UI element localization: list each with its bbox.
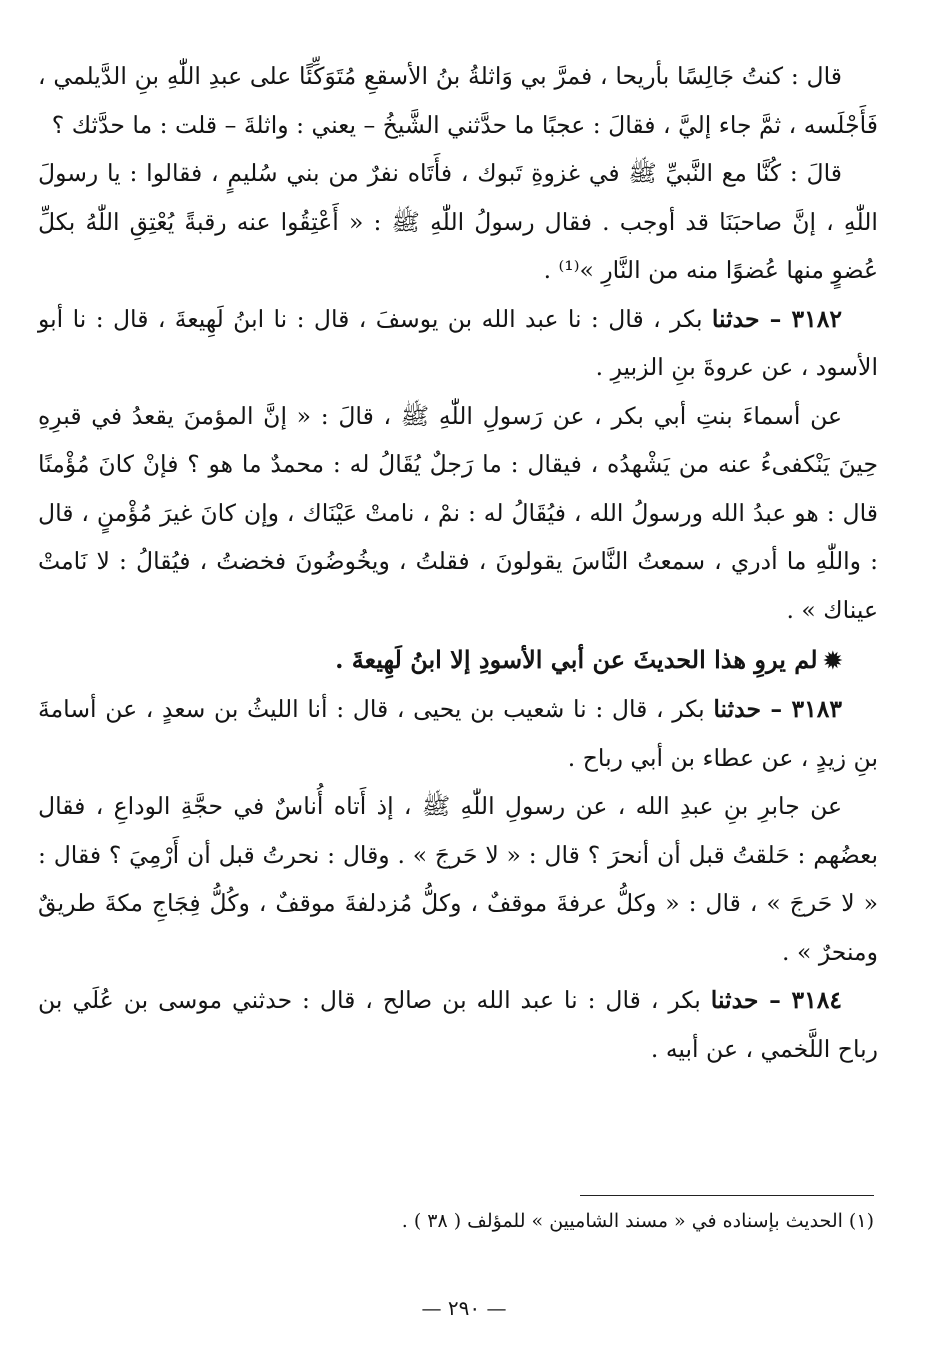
hadith-3184: ٣١٨٤ – حدثنا بكر ، قال : نا عبد الله بن صالح ، قال : حدثني موسى بن عُلَي بن رباح اللَّخمي ، عن أبيه . xyxy=(38,986,878,1063)
hadith-3183: ٣١٨٣ – حدثنا بكر ، قال : نا شعيب بن يحيى ، قال : أنا الليثُ بن سعدٍ ، عن أسامةَ بنِ زيدٍ ، عن عطاء بن أبي رباح . xyxy=(38,695,878,772)
paragraph-4-line-2: حِينَ يَنْكفىءُ عنه من يَشْهدُه ، فيقال : ما رَجلٌ يُقَالُ له : محمدٌ ما هو ؟ فإنْ كانَ xyxy=(98,450,878,478)
paragraph-4-line-4: مُؤْمنٍ ، قال : واللّٰهِ ما أدري ، سمعتُ النَّاسَ يقولونَ ، فقلتُ ، ويخُوضُونَ فخضتُ ، xyxy=(38,498,879,575)
hadith-3182-line-2: نا أبو الأسود ، عن عروةَ بنِ الزبيرِ . xyxy=(38,304,878,381)
paragraph-1-line-3: قلت : ما حدَّثك ؟ xyxy=(51,110,218,139)
note-line: لم يروِ هذا الحديثَ عن أبي الأسودِ إلا ابنُ لَهِيعةَ . xyxy=(335,645,818,674)
paragraph-7-line-3: أَرْمِيَ ؟ فقال : « لا حَرجَ » ، قال : « وكلُّ عرفةَ موقفٌ ، وكلُّ مُزدلفةَ موقفٌ ، xyxy=(38,840,878,917)
hadith-lead: حدثنا xyxy=(711,304,760,333)
footnote-divider xyxy=(580,1195,874,1196)
paragraph-2-line-2: يا رسولَ اللّٰهِ ، إنَّ صاحبَنَا قد أوجب . فقال رسولُ اللّٰهِ ﷺ : « أَعْتِقُوا عنه رقبةً xyxy=(38,159,878,236)
paragraph-1-line-2: الدَّيلمي ، فَأَجْلَسه ، ثمَّ جاء إليَّ ، فقالَ : عجبًا ما حدَّثني الشَّيخُ – يعني : واثلةَ – xyxy=(38,62,878,139)
paragraph-7-line-2: فقال بعضُهم : حَلقتُ قبل أن أنحرَ ؟ قال : « لا حَرجَ » . وقال : نحرتُ قبل أن xyxy=(38,792,878,869)
paragraph-2 xyxy=(38,149,878,295)
paragraph-1-line-1: قال : كنتُ جَالِسًا بأريحا ، فمرَّ بي وَاثلةُ بنُ الأسقعِ مُتَوَكِّئًا على عبدِ اللّٰهِ بنِ xyxy=(134,62,842,90)
star-icon: ✹ xyxy=(823,648,842,674)
paragraph-7 xyxy=(38,782,878,976)
hadith-number: ٣١٨٢ xyxy=(791,304,842,333)
paragraph-7-line-1: عن جابرِ بنِ عبدِ الله ، عن رسولِ اللّٰهِ ﷺ ، إذ أَتاه أُناسٌ في حجَّةِ الوداعِ ، xyxy=(95,792,842,820)
hadith-number: ٣١٨٤ xyxy=(791,986,842,1014)
paragraph-7-line-4: وكُلُّ فِجَاجِ مكةَ طريقٌ ومنحرٌ » . xyxy=(38,889,878,966)
paragraph-2-line-3: يُعْتِقِ اللّٰهُ بكلِّ عُضوٍ منها عُضوًا منه من النَّارِ »⁽¹⁾ . xyxy=(38,207,878,284)
page-number: — ٢٩٠ — xyxy=(421,1296,507,1320)
hadith-3183-line-2: عن أسامةَ بنِ زيدٍ ، عن عطاء بن أبي رباح . xyxy=(38,695,878,772)
paragraph-2-line-1: قالَ : كُنَّا مع النَّبيِّ ﷺ في غزوةِ تَبوك ، فأَتَاه نفرٌ من بني سُليمٍ ، فقالوا : xyxy=(129,159,842,187)
note-paragraph xyxy=(38,636,878,685)
hadith-3184-line-1: بكر ، قال : نا عبد الله بن صالح ، قال : حدثني موسى بن xyxy=(123,986,711,1014)
footnote: (١) الحديث بإسناده في « مسند الشاميين » للمؤلف ( ٣٨ ) . xyxy=(401,1210,874,1232)
hadith-3182-line-1: بكر ، قال : نا عبد الله بن يوسفَ ، قال : نا ابنُ لَهِيعةَ ، قال : xyxy=(95,304,712,333)
paragraph-1 xyxy=(38,52,878,149)
paragraph-4 xyxy=(38,392,878,635)
hadith-3183-line-1: بكر ، قال : نا شعيب بن يحيى ، قال : أنا الليثُ بن سعدٍ ، xyxy=(145,695,714,723)
hadith-3184-line-2: عُلَي بن رباح اللَّخمي ، عن أبيه . xyxy=(38,986,878,1063)
paragraph-4-line-1: عن أسماءَ بنتِ أبي بكر ، عن رَسولِ اللّٰهِ ﷺ ، قالَ : « إنَّ المؤمنَ يقعدُ في قبرِهِ xyxy=(38,401,842,430)
hadith-3182: ٣١٨٢ – حدثنا بكر ، قال : نا عبد الله بن يوسفَ ، قال : نا ابنُ لَهِيعةَ ، قال : نا أبو الأسود ، عن عروةَ بنِ الزبيرِ . xyxy=(38,304,878,381)
hadith-lead: حدثنا xyxy=(710,986,759,1014)
page-body xyxy=(38,52,878,1073)
paragraph-4-line-3: مُؤْمنًا قال : هو عبدُ الله ورسولُ الله ، فيُقَالُ له : نمْ ، نامتْ عَيْنَاك ، وإن كانَ غيرَ xyxy=(38,450,878,527)
hadith-number: ٣١٨٣ xyxy=(791,695,842,723)
paragraph-4-line-5: فيُقالُ : لا نَامتْ عيناك » . xyxy=(38,547,878,624)
hadith-lead: حدثنا xyxy=(713,695,762,723)
